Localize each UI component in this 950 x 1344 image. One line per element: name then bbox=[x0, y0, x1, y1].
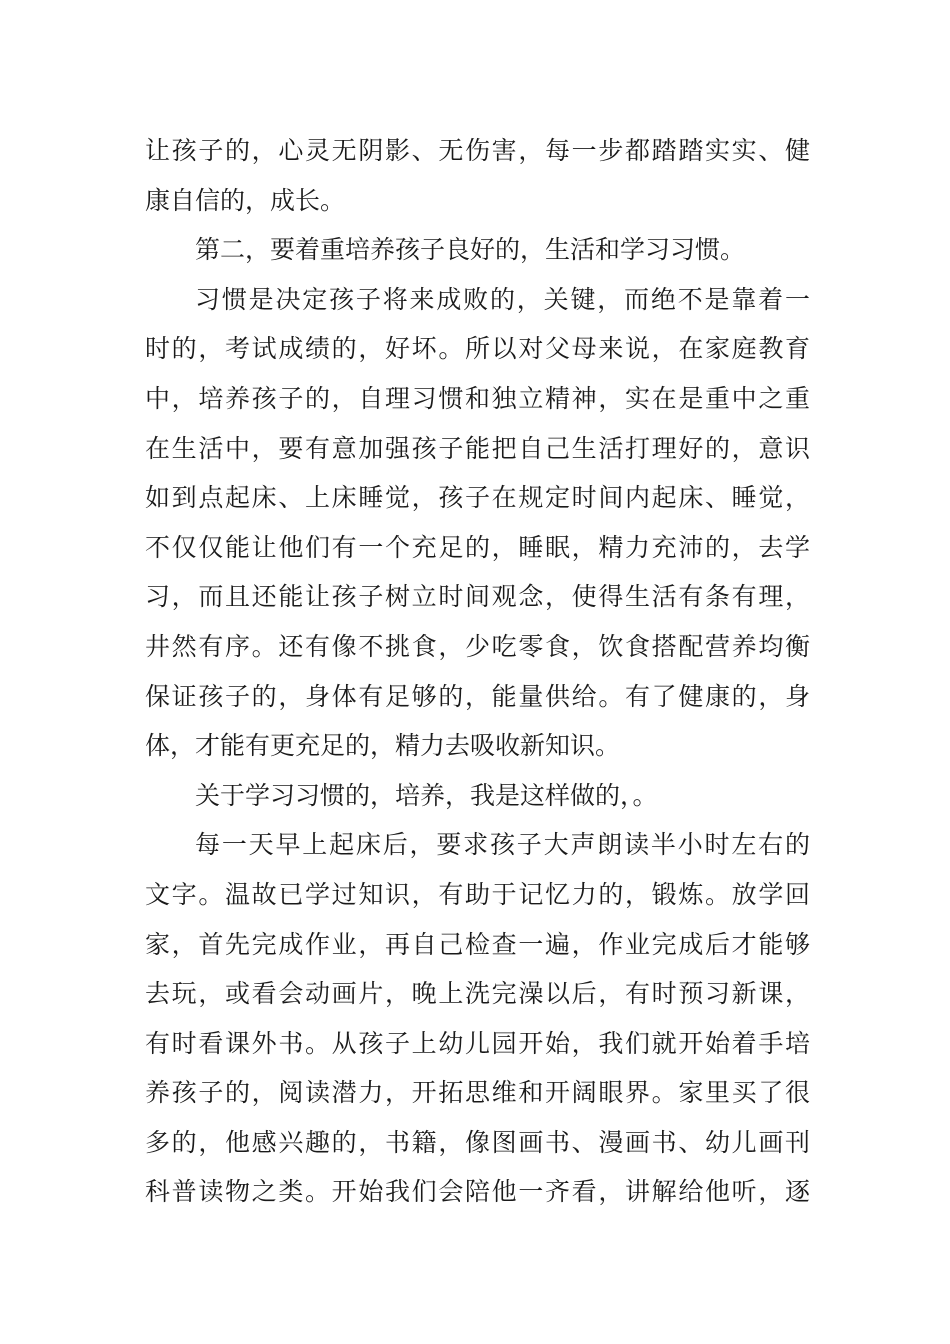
text-line: 体，才能有更充足的，精力去吸收新知识。 bbox=[145, 731, 621, 761]
text-line: 让孩子的，心灵无阴影、无伤害，每一步都踏踏实实、健 bbox=[145, 136, 810, 165]
text-line: 去玩，或看会动画片，晚上洗完澡以后，有时预习新课， bbox=[145, 979, 810, 1009]
text-line: 文字。温故已学过知识，有助于记忆力的，锻炼。放学回 bbox=[145, 879, 810, 909]
text-line: 习惯是决定孩子将来成败的，关键，而绝不是靠着一 bbox=[195, 284, 810, 314]
text-line: 如到点起床、上床睡觉，孩子在规定时间内起床、睡觉， bbox=[145, 483, 810, 513]
text-line: 养孩子的，阅读潜力，开拓思维和开阔眼界。家里买了很 bbox=[145, 1078, 810, 1108]
text-line: 关于学习习惯的，培养，我是这样做的，。 bbox=[195, 780, 658, 810]
text-line: 不仅仅能让他们有一个充足的，睡眠，精力充沛的，去学 bbox=[145, 532, 810, 562]
text-line: 在生活中，要有意加强孩子能把自己生活打理好的，意识 bbox=[145, 433, 810, 463]
text-line: 时的，考试成绩的，好坏。所以对父母来说，在家庭教育 bbox=[145, 334, 810, 364]
text-line: 中，培养孩子的，自理习惯和独立精神，实在是重中之重 bbox=[145, 383, 810, 413]
text-line: 康自信的，成长。 bbox=[145, 185, 346, 215]
text-line: 保证孩子的，身体有足够的，能量供给。有了健康的，身 bbox=[145, 681, 810, 711]
text-line: 有时看课外书。从孩子上幼儿园开始，我们就开始着手培 bbox=[145, 1028, 810, 1058]
body-text bbox=[145, 126, 810, 1217]
text-line: 科普读物之类。开始我们会陪他一齐看，讲解给他听，逐 bbox=[145, 1177, 810, 1207]
text-line: 每一天早上起床后，要求孩子大声朗读半小时左右的 bbox=[195, 830, 810, 860]
text-line: 家，首先完成作业，再自己检查一遍，作业完成后才能够 bbox=[145, 929, 810, 959]
text-line: 习，而且还能让孩子树立时间观念，使得生活有条有理， bbox=[145, 582, 810, 612]
text-line: 多的，他感兴趣的，书籍，像图画书、漫画书、幼儿画刊 bbox=[145, 1127, 810, 1157]
text-line: 井然有序。还有像不挑食，少吃零食，饮食搭配营养均衡 bbox=[145, 631, 810, 661]
paragraph-heading: 第二，要着重培养孩子良好的，生活和学习习惯。 bbox=[195, 235, 746, 265]
